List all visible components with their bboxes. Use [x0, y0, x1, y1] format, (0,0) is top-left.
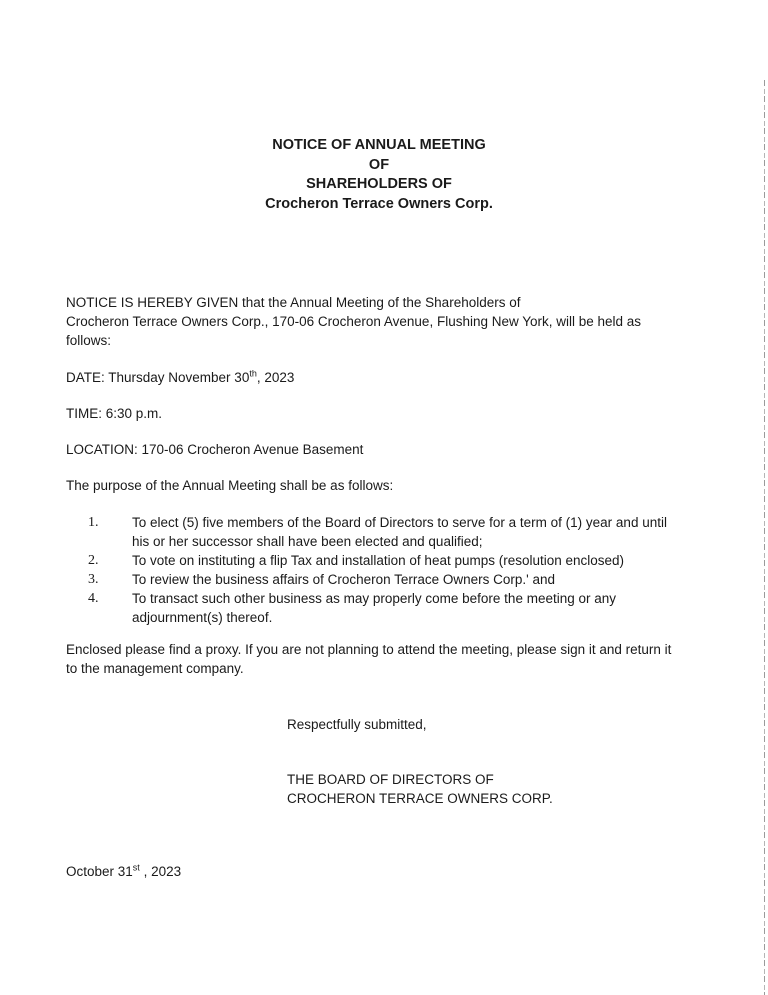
list-item-text [132, 551, 708, 570]
list-item [88, 551, 708, 570]
purpose-list [88, 513, 708, 627]
signature-line-1: THE BOARD OF DIRECTORS OF [287, 772, 494, 787]
intro-line-2: Crocheron Terrace Owners Corp., 170-06 Crocheron Avenue, Flushing New York, will be held as [66, 314, 642, 329]
title-line-4: Crocheron Terrace Owners Corp. [265, 195, 493, 212]
enclosed-line-1: Enclosed please find a proxy. If you are not planning to attend the meeting, please sign it and return it [66, 642, 672, 657]
list-item [88, 589, 708, 627]
document-date-prefix: October 31 [66, 864, 133, 879]
enclosed-line-2: to the management company. [66, 661, 244, 676]
intro-line-3: follows: [66, 333, 112, 348]
list-item [88, 570, 708, 589]
meeting-time: TIME: 6:30 p.m. [66, 406, 163, 421]
scan-edge-line [764, 80, 765, 995]
notice-title [0, 136, 758, 214]
signature-line-2: CROCHERON TERRACE OWNERS CORP. [287, 791, 553, 806]
list-item-number: 3. [88, 572, 99, 587]
title-line-3: SHAREHOLDERS OF [306, 176, 452, 192]
meeting-location: LOCATION: 170-06 Crocheron Avenue Basement [66, 442, 364, 457]
meeting-date [66, 368, 706, 387]
meeting-date-suffix: , 2023 [256, 370, 295, 385]
list-item-text [132, 570, 708, 589]
list-item-text [132, 513, 708, 551]
list-item-line: To review the business affairs of Crocheron Terrace Owners Corp.' and [132, 572, 556, 587]
signature-block [287, 770, 707, 808]
list-item-number: 4. [88, 591, 99, 606]
list-item [88, 513, 708, 551]
title-line-1: NOTICE OF ANNUAL MEETING [272, 137, 486, 153]
list-item-text [132, 589, 708, 627]
list-item-line: To transact such other business as may properly come before the meeting or any [132, 591, 616, 606]
document-date [66, 862, 181, 881]
list-item-line: adjournment(s) thereof. [132, 610, 273, 625]
list-item-number: 1. [88, 515, 99, 530]
list-item-line: his or her successor shall have been elected and qualified; [132, 534, 483, 549]
purpose-intro: The purpose of the Annual Meeting shall be as follows: [66, 478, 394, 493]
list-item-line: To vote on instituting a flip Tax and installation of heat pumps (resolution enclosed) [132, 553, 625, 568]
meeting-date-prefix: DATE: Thursday November 30 [66, 370, 250, 385]
document-date-sup: st [132, 862, 140, 873]
list-item-number: 2. [88, 553, 99, 568]
list-item-line: To elect (5) five members of the Board of Directors to serve for a term of (1) year and until [132, 515, 667, 530]
meeting-date-sup: th [249, 368, 257, 379]
enclosed-paragraph [66, 640, 706, 678]
document-date-suffix: , 2023 [139, 864, 182, 879]
title-line-2: OF [368, 156, 390, 173]
intro-line-1: NOTICE IS HEREBY GIVEN that the Annual Meeting of the Shareholders of [66, 295, 521, 310]
closing-text: Respectfully submitted, [287, 717, 427, 732]
intro-paragraph [66, 293, 706, 350]
